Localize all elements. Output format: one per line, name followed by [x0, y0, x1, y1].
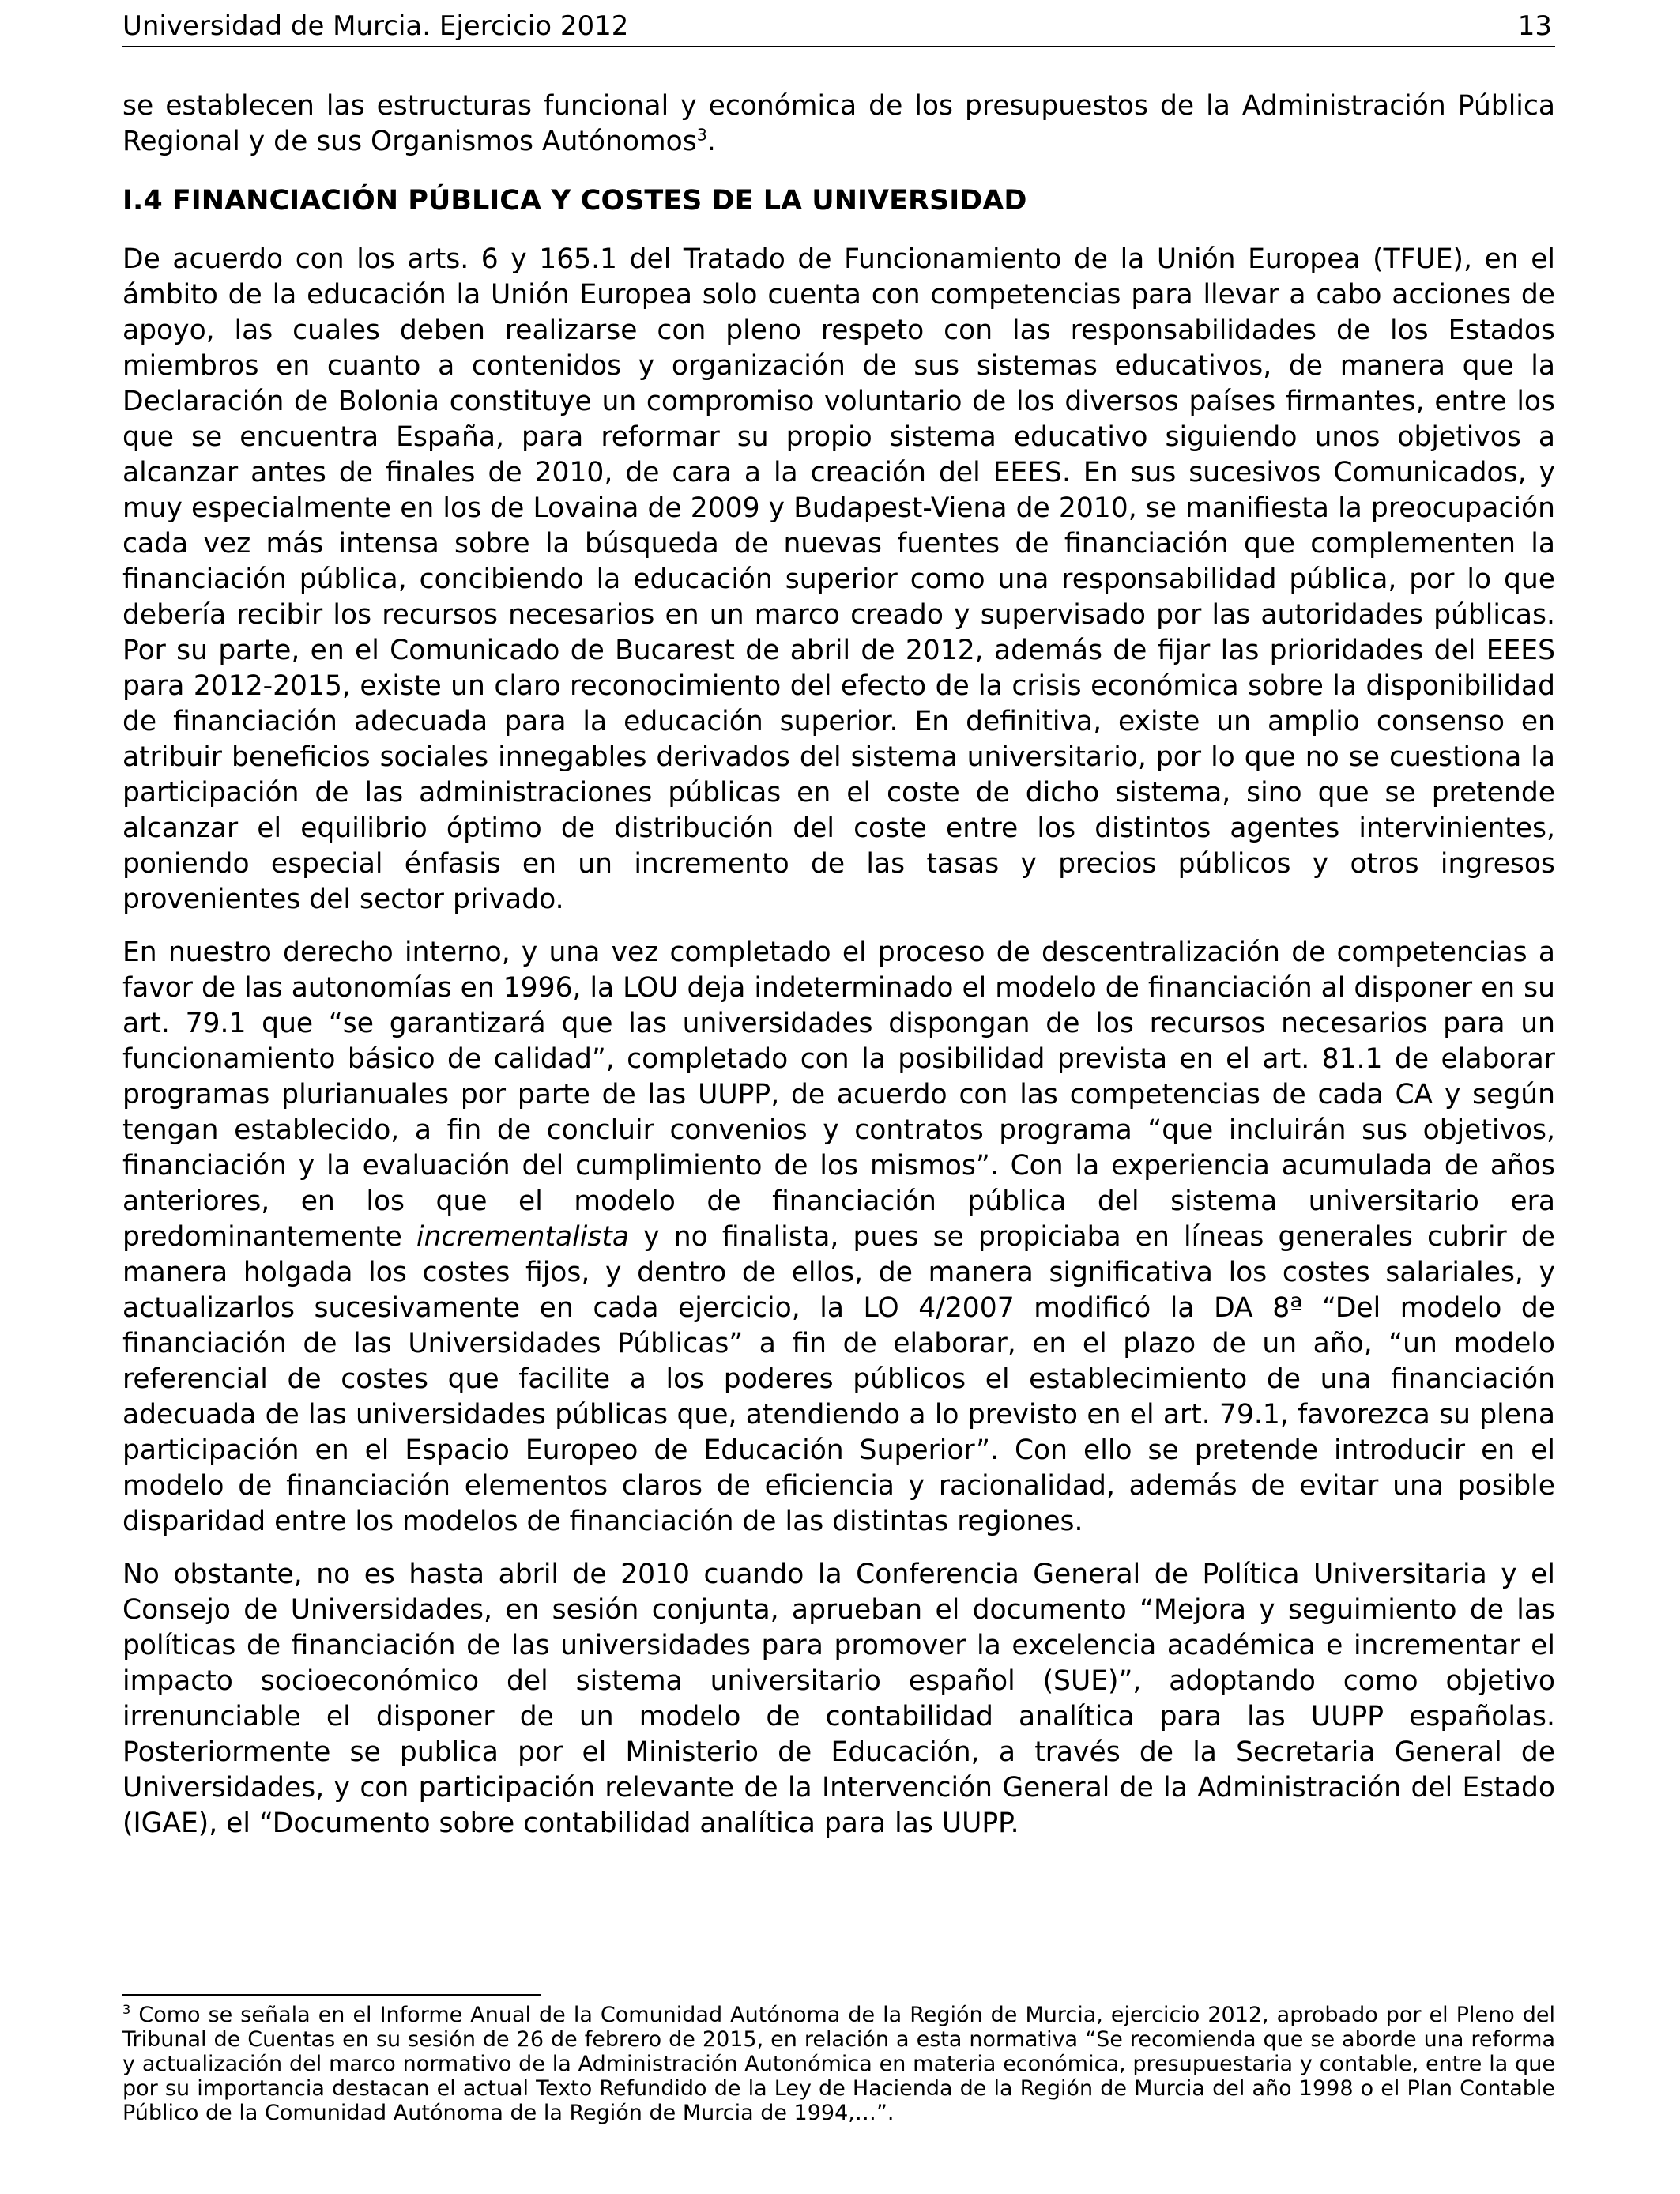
footnote-text: Como se señala en el Informe Anual de la Comunidad Autónoma de la Región de Murcia, ejercicio 2012, aprobado por el Pleno del Tribunal de Cuentas en su sesión de 26 de febrero de 2015, en relación a esta normativa “Se recomienda que se aborde una reforma y actualización del marco normativo de la Administración Autonómica en materia económica, presupuestaria y contable, entre la que por su importancia destacan el actual Texto Refundido de la Ley de Hacienda de la Región de Murcia del año 1998 o el Plan Contable Público de la Comunidad Autónoma de la Región de Murcia de 1994,…”. [122, 2003, 1555, 2125]
section-heading: I.4 FINANCIACIÓN PÚBLICA Y COSTES DE LA UNIVERSIDAD [122, 185, 1027, 217]
header-title: Universidad de Murcia. Ejercicio 2012 [122, 10, 629, 42]
footnote-separator [122, 1994, 541, 1996]
paragraph-1: De acuerdo con los arts. 6 y 165.1 del Tratado de Funcionamiento de la Unión Europea (TFUE), en el ámbito de la educación la Unión Europea solo cuenta con competencias para llevar a cabo acciones de apoyo, las cuales deben realizarse con pleno respeto con las responsabilidades de los Estados miembros en cuanto a contenidos y organización de sus sistemas educativos, de manera que la Declaración de Bolonia constituye un compromiso voluntario de los diversos países firmantes, entre los que se encuentra España, para reformar su propio sistema educativo siguiendo unos objetivos a alcanzar antes de finales de 2010, de cara a la creación del EEES. En sus sucesivos Comunicados, y muy especialmente en los de Lovaina de 2009 y Budapest-Viena de 2010, se manifiesta la preocupación cada vez más intensa sobre la búsqueda de nuevas fuentes de financiación que complementen la financiación pública, concibiendo la educación superior como una responsabilidad pública, por lo que debería recibir los recursos necesarios en un marco creado y supervisado por las autoridades públicas. Por su parte, en el Comunicado de Bucarest de abril de 2012, además de fijar las prioridades del EEES para 2012-2015, existe un claro reconocimiento del efecto de la crisis económica sobre la disponibilidad de financiación adecuada para la educación superior. En definitiva, existe un amplio consenso en atribuir beneficios sociales innegables derivados del sistema universitario, por lo que no se cuestiona la participación de las administraciones públicas en el coste de dicho sistema, sino que se pretende alcanzar el equilibrio óptimo de distribución del coste entre los distintos agentes intervinientes, poniendo especial énfasis en un incremento de las tasas y precios públicos y otros ingresos provenientes del sector privado. [122, 243, 1555, 915]
footnote-reference[interactable]: 3 [696, 125, 707, 145]
paragraph-2-part-2: y no finalista, pues se propiciaba en líneas generales cubrir de manera holgada los costes fijos, y dentro de ellos, de manera significativa los costes salariales, y actualizarlos sucesivamente en cada ejercicio, la LO 4/2007 modificó la DA 8ª “Del modelo de financiación de las Universidades Públicas” a fin de elaborar, en el plazo de un año, “un modelo referencial de costes que facilite a los poderes públicos el establecimiento de una financiación adecuada de las universidades públicas que, atendiendo a lo previsto en el art. 79.1, favorezca su plena participación en el Espacio Europeo de Educación Superior”. Con ello se pretende introducir en el modelo de financiación elementos claros de eficiencia y racionalidad, además de evitar una posible disparidad entre los modelos de financiación de las distintas regiones. [122, 1221, 1555, 1537]
footnote-marker: 3 [122, 2002, 131, 2017]
intro-paragraph [122, 89, 1555, 160]
paragraph-2-part-1: En nuestro derecho interno, y una vez completado el proceso de descentralización de competencias a favor de las autonomías en 1996, la LOU deja indeterminado el modelo de financiación al disponer en su art. 79.1 que “se garantizará que las universidades dispongan de los recursos necesarios para un funcionamiento básico de calidad”, completado con la posibilidad prevista en el art. 81.1 de elaborar programas plurianuales por parte de las UUPP, de acuerdo con las competencias de cada CA y según tengan establecido, a fin de concluir convenios y contratos programa “que incluirán sus objetivos, financiación y la evaluación del cumplimiento de los mismos”. Con la experiencia acumulada de años anteriores, en los que el modelo de financiación pública del sistema universitario era predominantemente [122, 937, 1555, 1253]
italic-term: incrementalista [416, 1221, 629, 1253]
paragraph-2 [122, 935, 1555, 1540]
footnote-paragraph [122, 2003, 1555, 2125]
footnote [122, 2003, 1555, 2125]
intro-text: se establecen las estructuras funcional y económica de los presupuestos de la Administración Pública Regional y de sus Organismos Autónomos [122, 90, 1555, 157]
paragraph-3: No obstante, no es hasta abril de 2010 cuando la Conferencia General de Política Universitaria y el Consejo de Universidades, en sesión conjunta, aprueban el documento “Mejora y seguimiento de las políticas de financiación de las universidades para promover la excelencia académica e incrementar el impacto socioeconómico del sistema universitario español (SUE)”, adoptando como objetivo irrenunciable el disponer de un modelo de contabilidad analítica para las UUPP españolas. Posteriormente se publica por el Ministerio de Educación, a través de la Secretaria General de Universidades, y con participación relevante de la Intervención General de la Administración del Estado (IGAE), el “Documento sobre contabilidad analítica para las UUPP. [122, 1559, 1555, 1839]
running-header [122, 6, 1555, 47]
intro-period: . [706, 126, 716, 157]
body-text [122, 89, 1555, 1859]
page-number: 13 [1517, 10, 1552, 42]
